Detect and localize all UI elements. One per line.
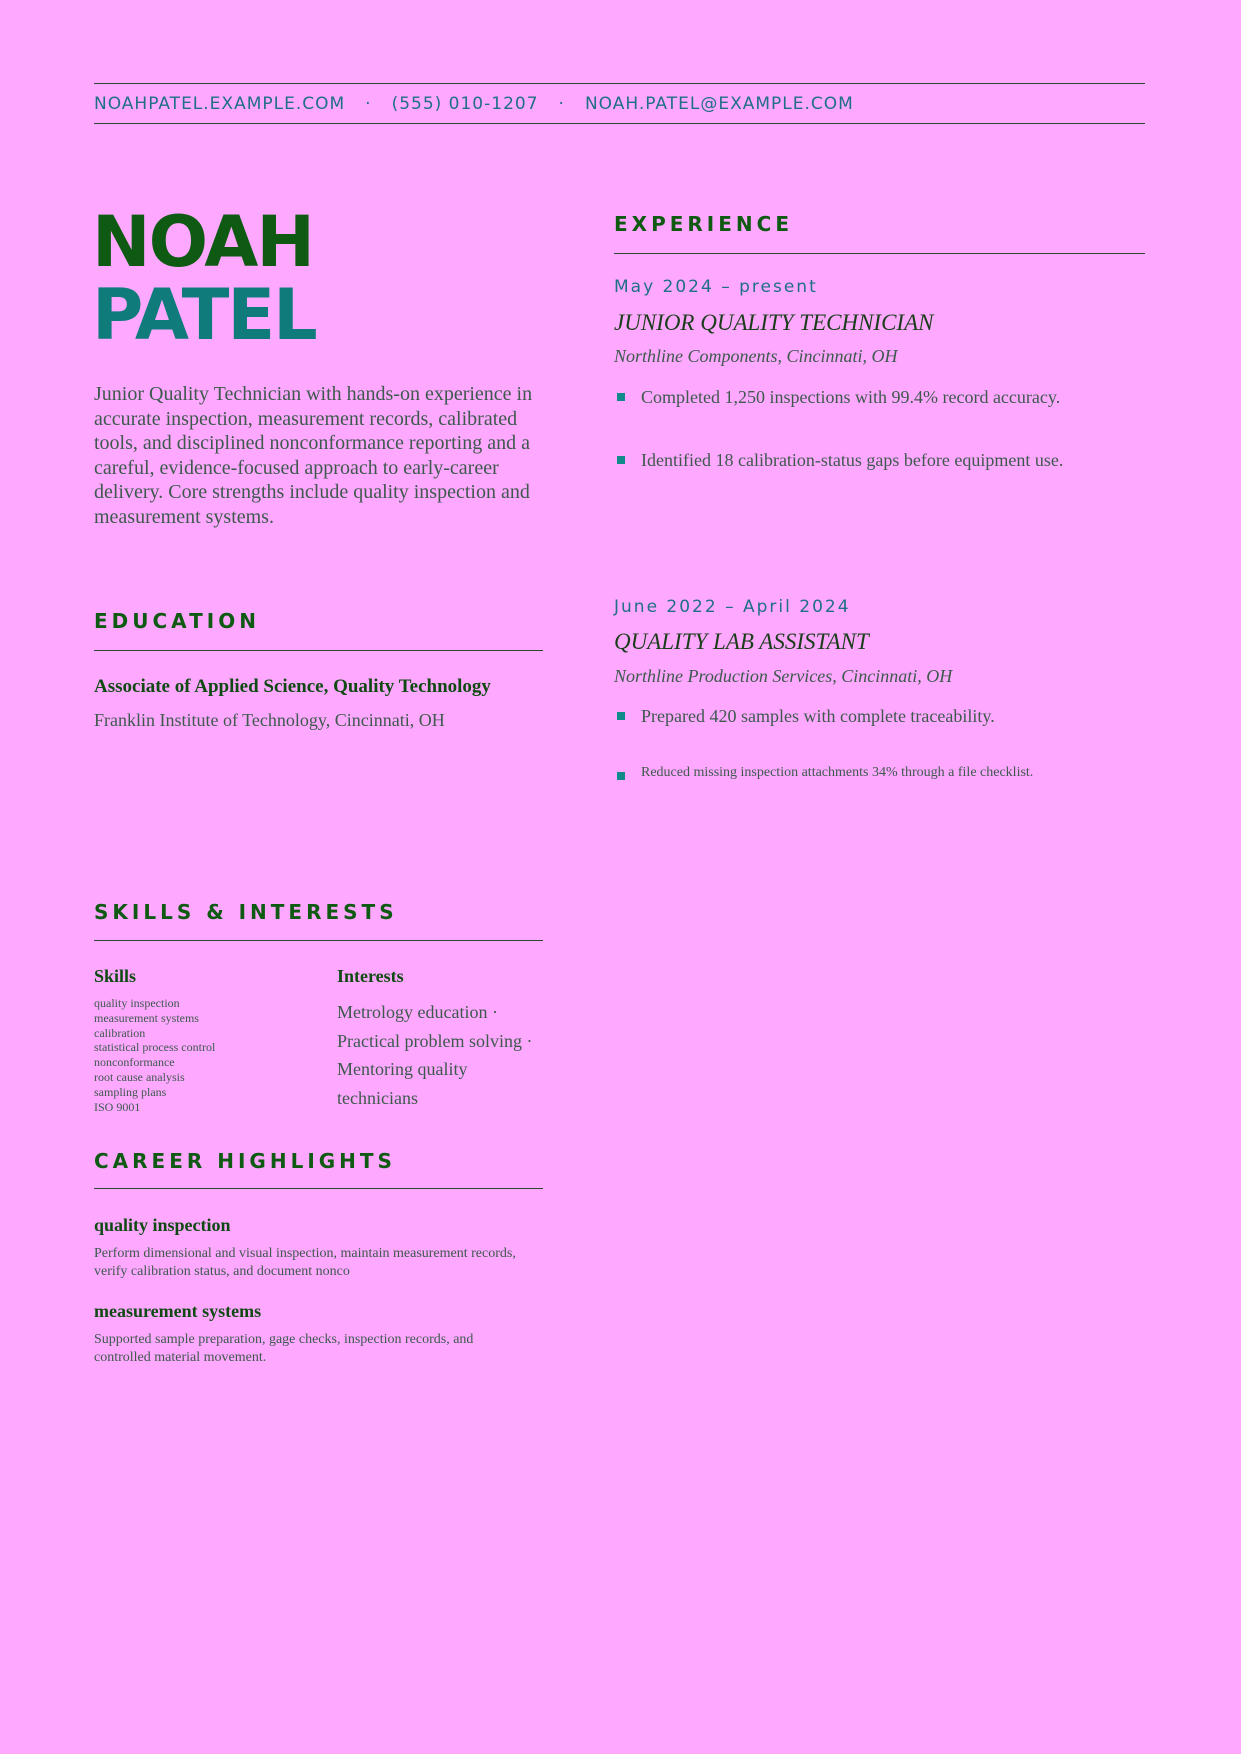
interests-text: Metrology education · Practical problem solving · Mentoring quality technicians [337, 1002, 533, 1108]
name-last: PATEL [92, 274, 316, 356]
job-dates: May 2024 – present [614, 277, 818, 297]
contact-separator: · [365, 93, 372, 114]
job-title: JUNIOR QUALITY TECHNICIAN [614, 310, 934, 335]
job-bullet-text: Reduced missing inspection attachments 34% through a file checklist. [641, 765, 1034, 780]
bullet-square-icon [617, 456, 625, 464]
education-degree: Associate of Applied Science, Quality Technology [94, 676, 491, 697]
bullet-square-icon [617, 393, 625, 401]
job-title: QUALITY LAB ASSISTANT [614, 629, 869, 654]
career-highlights-heading: CAREER HIGHLIGHTS [94, 1149, 396, 1173]
highlight-title: quality inspection [94, 1215, 231, 1235]
highlight-description: Supported sample preparation, gage checks, inspection records, and controlled material movement. [94, 1332, 474, 1365]
contact-bar [94, 83, 1145, 124]
education-divider [94, 650, 543, 651]
skill-item: nonconformance [94, 1055, 175, 1070]
job-bullet [617, 706, 1137, 727]
highlights-divider [94, 1188, 543, 1189]
job-bullet [617, 387, 1137, 408]
skills-interests-heading: SKILLS & INTERESTS [94, 900, 398, 924]
job-company: Northline Production Services, Cincinnati, OH [614, 666, 953, 686]
skill-item: quality inspection [94, 996, 180, 1010]
website-link[interactable]: NOAHPATEL.EXAMPLE.COM [94, 93, 346, 114]
job-bullet [617, 450, 1137, 471]
email-link[interactable]: NOAH.PATEL@EXAMPLE.COM [584, 93, 854, 114]
job-bullet-text: Identified 18 calibration-status gaps before equipment use. [641, 450, 1064, 470]
job-company: Northline Components, Cincinnati, OH [614, 346, 898, 366]
experience-heading: EXPERIENCE [614, 212, 793, 236]
skills-list [94, 996, 215, 1114]
interests-subheading: Interests [337, 966, 404, 986]
job-bullet [617, 765, 1137, 781]
bullet-square-icon [617, 772, 625, 780]
phone-link[interactable]: (555) 010-1207 [391, 93, 539, 114]
skill-item: ISO 9001 [94, 1099, 141, 1114]
skills-divider [94, 940, 543, 941]
job-bullet-text: Prepared 420 samples with complete traceability. [641, 706, 995, 726]
bullet-square-icon [617, 712, 625, 720]
skill-item: calibration [94, 1025, 146, 1040]
experience-divider [614, 253, 1145, 254]
skills-subheading: Skills [94, 966, 137, 986]
highlight-title: measurement systems [94, 1301, 262, 1321]
skill-item: statistical process control [94, 1040, 216, 1055]
job-bullet-text: Completed 1,250 inspections with 99.4% record accuracy. [641, 387, 1061, 407]
skill-item: sampling plans [94, 1084, 167, 1099]
job-dates: June 2022 – April 2024 [614, 597, 851, 617]
education-school: Franklin Institute of Technology, Cincinnati, OH [94, 710, 445, 730]
name-first: NOAH [92, 201, 313, 283]
highlight-description: Perform dimensional and visual inspection, maintain measurement records, verify calibration status, and document nonco [94, 1246, 516, 1279]
summary-text: Junior Quality Technician with hands-on experience in accurate inspection, measurement records, calibrated tools, and disciplined nonconformance reporting and a careful, evidence-focused approach to early-career delivery. Core strengths include quality inspection and measurement systems. [94, 383, 533, 528]
skill-item: measurement systems [94, 1010, 199, 1025]
contact-separator: · [558, 93, 565, 114]
skill-item: root cause analysis [94, 1069, 185, 1084]
education-heading: EDUCATION [94, 609, 260, 633]
